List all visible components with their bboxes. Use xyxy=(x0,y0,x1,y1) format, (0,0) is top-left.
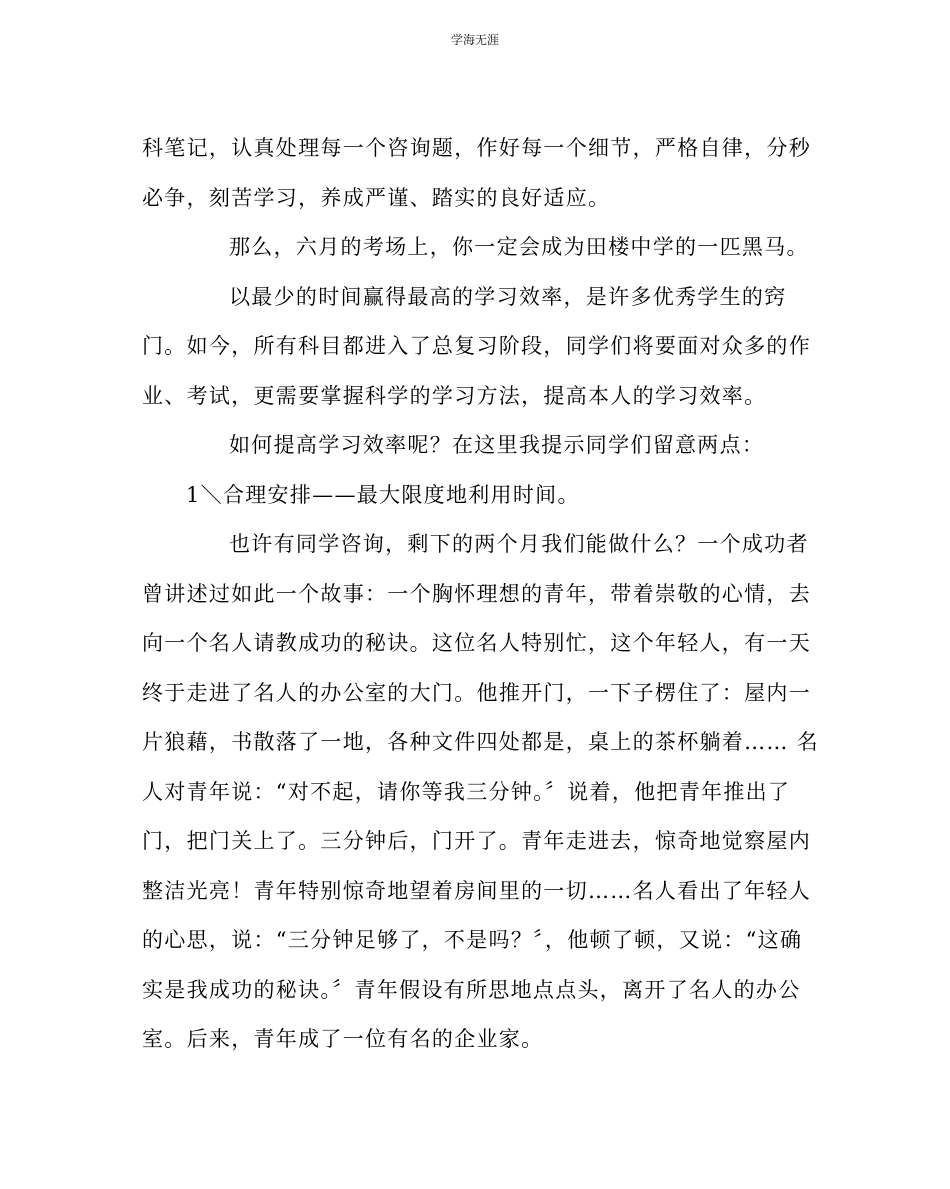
text-line: 的心思，说：“三分钟足够了，不是吗？〞，他顿了顿，又说：“这确 xyxy=(142,928,803,952)
text-line: 片狼藉，书散落了一地，各种文件四处都是，桌上的茶杯躺着…… 名 xyxy=(142,730,819,754)
text-line: 也许有同学咨询，剩下的两个月我们能做什么？一个成功者 xyxy=(229,532,809,556)
text-line: 室。后来，青年成了一位有名的企业家。 xyxy=(142,1027,544,1051)
text-line: 以最少的时间赢得最高的学习效率，是许多优秀学生的窍 xyxy=(229,284,787,309)
text-line: 向一个名人请教成功的秘诀。这位名人特别忙，这个年轻人，有一天 xyxy=(142,631,811,655)
text-line: 实是我成功的秘诀。〞青年假设有所思地点点头，离开了名人的办公 xyxy=(142,977,801,1002)
text-line: 人对青年说：“对不起，请你等我三分钟。〞说着，他把青年推出了 xyxy=(142,779,791,804)
page-header: 学海无涯 xyxy=(450,33,499,47)
text-line: 门。如今，所有科目都进入了总复习阶段，同学们将要面对众多的作 xyxy=(142,334,811,358)
text-line: 业、考试，更需要掌握科学的学习方法，提高本人的学习效率。 xyxy=(142,383,767,408)
text-line: 曾讲述过如此一个故事：一个胸怀理想的青年，带着崇敬的心情，去 xyxy=(142,581,811,606)
text-line: 1＼合理安排——最大限度地利用时间。 xyxy=(186,482,580,507)
text-line: 必争，刻苦学习，养成严谨、踏实的良好适应。 xyxy=(142,185,611,210)
text-line: 门，把门关上了。三分钟后，门开了。青年走进去，惊奇地觉察屋内 xyxy=(142,829,811,853)
text-line: 终于走进了名人的办公室的大门。他推开门，一下子楞住了：屋内一 xyxy=(142,680,811,705)
text-line: 整洁光亮！青年特别惊奇地望着房间里的一切……名人看出了年轻人 xyxy=(142,878,811,903)
text-line: 科笔记，认真处理每一个咨询题，作好每一个细节，严格自律，分秒 xyxy=(142,136,811,160)
text-line: 那么，六月的考场上，你一定会成为田楼中学的一匹黑马。 xyxy=(229,235,809,259)
document-body xyxy=(142,124,819,1065)
text-line: 如何提高学习效率呢？在这里我提示同学们留意两点： xyxy=(229,433,765,457)
